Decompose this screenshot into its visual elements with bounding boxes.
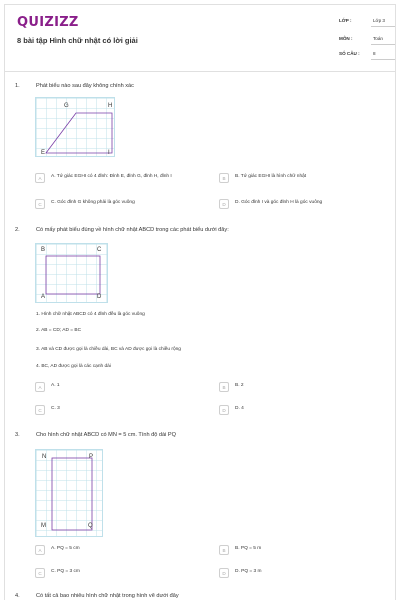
option-key: C: [35, 199, 45, 209]
statement-3: 3. AB và CD được gọi là chiều dài, BC và AD được gọi là chiều rộng: [36, 347, 181, 352]
point-p: P: [89, 454, 94, 460]
point-a: A: [41, 294, 46, 300]
point-h: H: [108, 103, 113, 109]
option-text: B. 2: [235, 383, 244, 388]
option-text: A. Tứ giác EGHI có 4 đỉnh: Đỉnh E, đỉnh G, đỉnh H, đỉnh I: [51, 174, 172, 179]
option-text: A. 1: [51, 383, 60, 388]
question-3-text: Cho hình chữ nhật ABCD có MN = 5 cm. Tính độ dài PQ: [36, 432, 176, 438]
worksheet-page: [4, 4, 396, 600]
question-1-figure: [35, 97, 115, 157]
option-key: A: [35, 173, 45, 183]
question-2-number: 2.: [15, 227, 20, 233]
point-q: Q: [88, 523, 93, 529]
point-i: I: [108, 150, 110, 156]
option-key: B: [219, 545, 229, 555]
option-text: C. 3: [51, 406, 60, 411]
option-key: A: [35, 382, 45, 392]
point-n: N: [42, 454, 47, 460]
quizizz-logo: QUIZIZZ: [17, 15, 79, 30]
question-1-text: Phát biểu nào sau đây không chính xác: [36, 83, 134, 89]
question-2-text: Có mấy phát biểu đúng về hình chữ nhật ABCD trong các phát biểu dưới đây:: [36, 227, 229, 233]
header-divider: [5, 71, 395, 72]
statement-4: 4. BC, AD được gọi là các cạnh dài: [36, 364, 111, 369]
option-text: A. PQ = 5 cm: [51, 546, 80, 551]
meta-count-value: 8: [373, 51, 376, 56]
meta-grade-value: Lớp 3: [373, 18, 385, 23]
option-key: A: [35, 545, 45, 555]
question-4-text: Có tất cả bao nhiêu hình chữ nhật trong hình vẽ dưới đây: [36, 593, 179, 599]
meta-subject-label: MÔN :: [339, 36, 353, 41]
question-3-number: 3.: [15, 432, 20, 438]
option-text: D. 4: [235, 406, 244, 411]
option-key: D: [219, 199, 229, 209]
option-key: D: [219, 405, 229, 415]
option-text: B. PQ = 5 m: [235, 546, 262, 551]
statement-2: 2. AB = CD; AD = BC: [36, 328, 82, 333]
point-c: C: [97, 247, 102, 253]
option-text: C. Góc đỉnh G không phải là góc vuông: [51, 200, 135, 205]
meta-count-label: SỐ CÂU :: [339, 51, 360, 56]
question-1-number: 1.: [15, 83, 20, 89]
option-text: C. PQ = 3 cm: [51, 569, 80, 574]
option-key: D: [219, 568, 229, 578]
point-b: B: [41, 247, 46, 253]
option-text: B. Tứ giác EGHI là hình chữ nhật: [235, 174, 307, 179]
option-text: D. Góc đỉnh I và góc đỉnh H là góc vuông: [235, 200, 323, 205]
meta-subject-value: Toán: [373, 36, 383, 41]
option-key: C: [35, 405, 45, 415]
point-g: G: [64, 103, 69, 109]
meta-grade-label: LỚP :: [339, 18, 352, 23]
statement-1: 1. Hình chữ nhật ABCD có 4 đỉnh đều là góc vuông: [36, 312, 145, 317]
question-4-number: 4.: [15, 593, 20, 599]
worksheet-title: 8 bài tập Hình chữ nhật có lời giải: [17, 36, 138, 45]
option-key: B: [219, 382, 229, 392]
option-key: B: [219, 173, 229, 183]
point-d: D: [97, 294, 102, 300]
option-key: C: [35, 568, 45, 578]
option-text: D. PQ = 3 m: [235, 569, 262, 574]
point-m: M: [41, 523, 46, 529]
point-e: E: [41, 150, 46, 156]
